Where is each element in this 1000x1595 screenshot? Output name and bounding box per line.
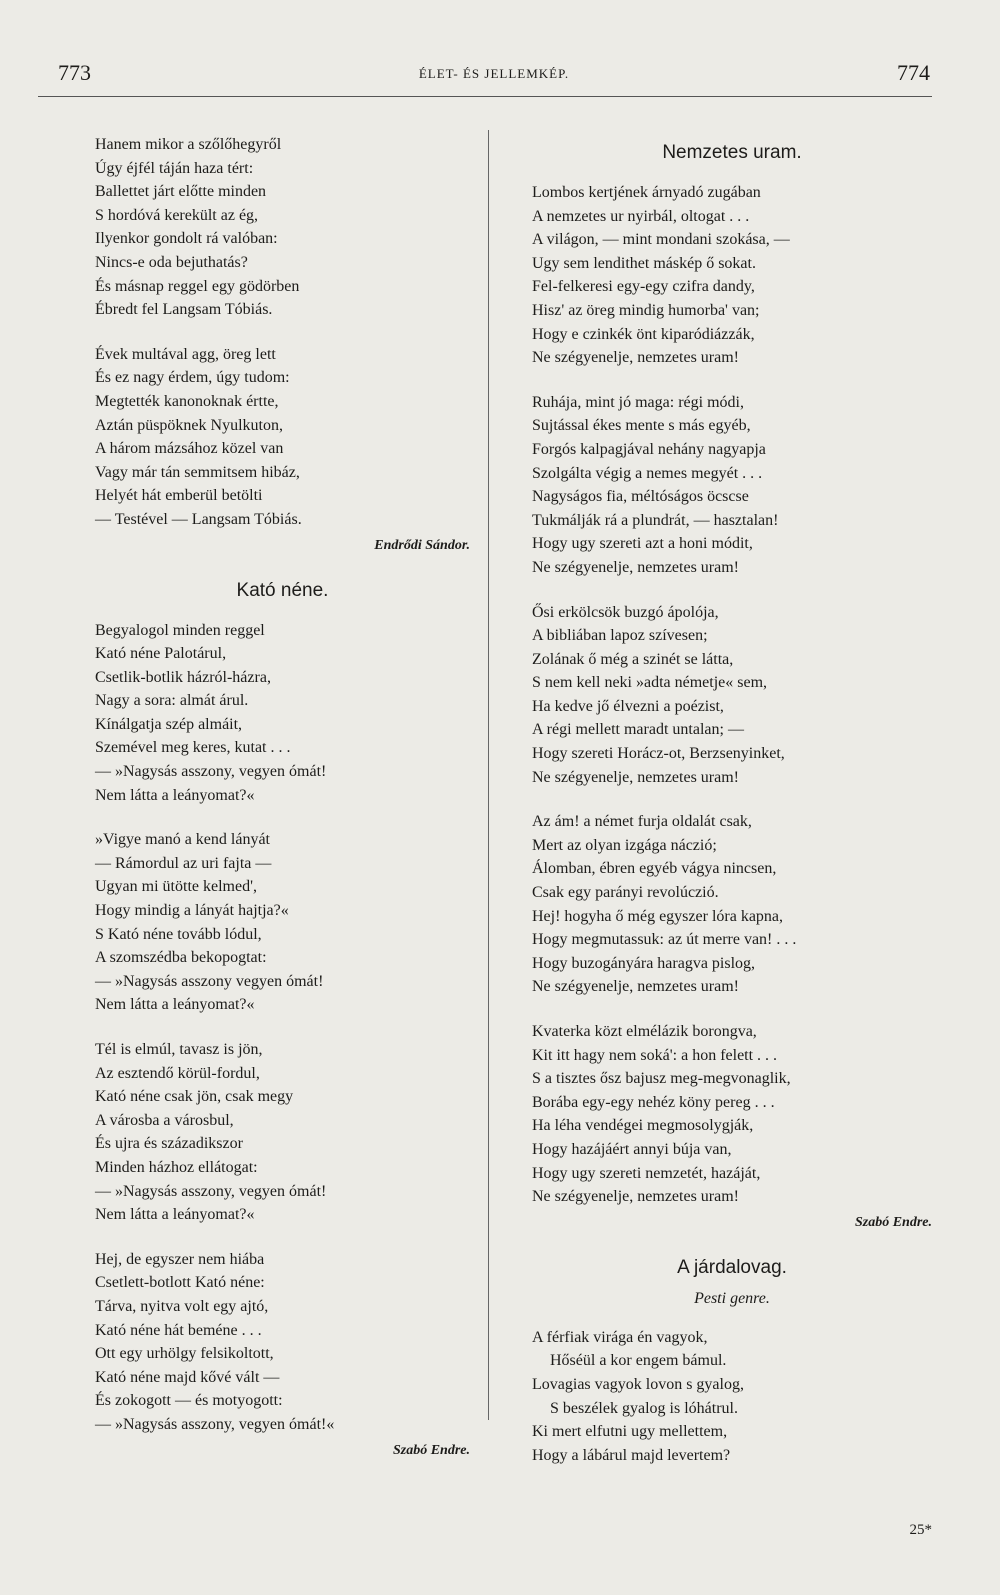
verse-line: Álomban, ébren egyéb vágya nincsen, — [532, 860, 777, 878]
verse-line: Hej, de egyszer nem hiába — [95, 1250, 265, 1268]
stanza — [532, 391, 932, 580]
stanza-group — [95, 619, 470, 1437]
verse-line: Begyalogol minden reggel — [95, 621, 265, 639]
verse-line: A férfiak virága én vagyok, — [532, 1328, 708, 1346]
verse-line: S Kató néne tovább lódul, — [95, 925, 262, 943]
header-rule — [38, 96, 932, 97]
verse-line: Ha léha vendégei megmosolygják, — [532, 1117, 754, 1135]
verse-line: Hőséül a kor engem bámul. — [550, 1352, 727, 1370]
verse-line: Sujtással ékes mente s más egyéb, — [532, 417, 751, 435]
verse-line: — »Nagysás asszony, vegyen ómát!« — [95, 1415, 335, 1433]
verse-line: Nagy a sora: almát árul. — [95, 692, 249, 710]
verse-line: Hogy e czinkék önt kiparódiázzák, — [532, 325, 755, 343]
poem-subtitle: Pesti genre. — [694, 1289, 770, 1307]
verse-line: Megtették kanonoknak értte, — [95, 392, 279, 410]
verse-line: Ne szégyenelje, nemzetes uram! — [532, 349, 740, 367]
verse-line: Mert az olyan izgága náczió; — [532, 836, 717, 854]
verse-line: Zolának ő még a szinét se látta, — [532, 650, 734, 668]
verse-line: — »Nagysás asszony, vegyen ómát! — [95, 763, 327, 781]
verse-line: Kató néne hát beméne . . . — [95, 1321, 262, 1339]
verse-line: Csetlett-botlott Kató néne: — [95, 1274, 265, 1292]
verse-line: Tárva, nyitva volt egy ajtó, — [95, 1297, 269, 1315]
verse-line: A három mázsához közel van — [95, 440, 284, 458]
poem-title: Nemzetes uram. — [662, 142, 802, 163]
verse-line: Hisz' az öreg mindig humorba' van; — [532, 301, 760, 319]
poem-author: Endrődi Sándor. — [374, 537, 470, 553]
verse-line: Tél is elmúl, tavasz is jön, — [95, 1041, 263, 1058]
verse-line: Kit itt hagy nem soká': a hon felett . . . — [532, 1046, 778, 1064]
poem-title: A járdalovag. — [677, 1256, 787, 1278]
verse-line: Csetlik-botlik házról-házra, — [95, 668, 271, 686]
verse-line: Hogy szereti Horácz-ot, Berzsenyinket, — [532, 745, 785, 763]
verse-line: Borába egy-egy nehéz köny pereg . . . — [532, 1093, 775, 1111]
poem-nemzetes-uram — [532, 141, 932, 1234]
verse-line: Az ám! a német furja oldalát csak, — [532, 813, 752, 831]
verse-line: Hogy ugy szereti azt a honi módit, — [532, 535, 753, 553]
verse-line: A bibliában lapoz szívesen; — [532, 627, 708, 645]
verse-line: Fel-felkeresi egy-egy czifra dandy, — [532, 278, 755, 296]
poem-langsam-tobias — [95, 133, 470, 557]
running-title: ÉLET- ÉS JELLEMKÉP. — [418, 66, 570, 81]
verse-line: Ott egy urhölgy felsikoltott, — [95, 1345, 274, 1363]
poem-jardalovag — [532, 1256, 932, 1468]
stanza — [532, 601, 932, 790]
verse-line: Tukmálják rá a plundrát, — hasztalan! — [532, 511, 779, 529]
verse-line: Ha kedve jő élvezni a poézist, — [532, 697, 724, 715]
stanza — [532, 1020, 932, 1209]
column-divider — [488, 130, 489, 1420]
verse-line: És ez nagy érdem, úgy tudom: — [95, 369, 290, 387]
verse-line: Hogy a lábárul majd levertem? — [532, 1446, 731, 1464]
verse-line: És másnap reggel egy gödörben — [95, 277, 300, 295]
verse-line: A városba a városbul, — [95, 1111, 234, 1129]
verse-line: »Vigye manó a kend lányát — [95, 831, 270, 849]
verse-line: S hordóvá kerekült az ég, — [95, 206, 259, 224]
verse-line: — »Nagysás asszony vegyen ómát! — [95, 972, 324, 990]
verse-line: Vagy már tán semmitsem hibáz, — [95, 463, 300, 481]
verse-line: — Rámordul az uri fajta — — [95, 854, 272, 872]
verse-line: Hogy buzogányára haragva pislog, — [532, 954, 756, 972]
verse-line: Ilyenkor gondolt rá valóban: — [95, 230, 278, 248]
stanza — [532, 810, 932, 999]
verse-line: A nemzetes ur nyirbál, oltogat . . . — [532, 207, 750, 225]
verse-line: Szolgálta végig a nemes megyét . . . — [532, 464, 763, 482]
sheet-mark: 25* — [909, 1522, 932, 1538]
verse-line: Ki mert elfutni ugy mellettem, — [532, 1423, 728, 1441]
poem-kato-nene — [95, 579, 470, 1462]
page-header — [58, 60, 930, 90]
verse-line: Hogy ugy szereti nemzetét, hazáját, — [532, 1164, 761, 1182]
verse-line: Ugy sem lendithet máskép ő sokat. — [532, 254, 756, 272]
verse-line: — »Nagysás asszony, vegyen ómát! — [95, 1182, 327, 1200]
stanza — [532, 1326, 932, 1468]
poem-author: Szabó Endre. — [392, 1442, 470, 1458]
verse-line: Hej! hogyha ő még egyszer lóra kapna, — [532, 907, 784, 925]
verse-line: S beszélek gyalog is lóhátrul. — [550, 1399, 738, 1417]
poem-title: Kató néne. — [236, 579, 329, 601]
verse-line: Ne szégyenelje, nemzetes uram! — [532, 768, 740, 786]
stanza-group — [532, 181, 932, 1209]
verse-line: Hogy mindig a lányát hajtja?« — [95, 902, 289, 920]
verse-line: Kvaterka közt elmélázik borongva, — [532, 1023, 757, 1040]
right-column — [532, 133, 932, 1488]
verse-line: Nem látta a leányomat?« — [95, 996, 255, 1014]
stanza — [95, 343, 470, 532]
left-page-number: 773 — [58, 60, 91, 85]
verse-line: Ébredt fel Langsam Tóbiás. — [95, 301, 273, 319]
verse-line: Ruhája, mint jó maga: régi módi, — [532, 393, 744, 411]
verse-line: Ne szégyenelje, nemzetes uram! — [532, 978, 740, 996]
poem-author: Szabó Endre. — [854, 1214, 932, 1230]
verse-line: Ne szégyenelje, nemzetes uram! — [532, 558, 740, 576]
verse-line: Kató néne majd kővé vált — — [95, 1368, 280, 1386]
verse-line: Nagyságos fia, méltóságos öcscse — [532, 488, 749, 506]
verse-line: — Testével — Langsam Tóbiás. — [95, 510, 302, 528]
stanza-group — [95, 133, 470, 532]
verse-line: Kínálgatja szép almáit, — [95, 715, 243, 733]
verse-line: Évek multával agg, öreg lett — [95, 345, 276, 363]
verse-line: A világon, — mint mondani szokása, — — [532, 231, 790, 249]
verse-line: A szomszédba bekopogtat: — [95, 949, 267, 967]
verse-line: Ballettet járt előtte minden — [95, 183, 267, 201]
verse-line: Ősi erkölcsök buzgó ápolója, — [532, 603, 719, 621]
verse-line: És ujra és századikszor — [95, 1135, 243, 1153]
stanza — [95, 1038, 470, 1227]
verse-line: Hogy megmutassuk: az út merre van! . . . — [532, 931, 797, 949]
verse-line: Az esztendő körül-fordul, — [95, 1064, 260, 1082]
verse-line: Helyét hát emberül betölti — [95, 487, 263, 505]
verse-line: Kató néne csak jön, csak megy — [95, 1088, 294, 1106]
verse-line: Nincs-e oda bejuthatás? — [95, 253, 248, 271]
verse-line: Aztán püspöknek Nyulkuton, — [95, 416, 283, 434]
verse-line: Hogy hazájáért annyi búja van, — [532, 1140, 732, 1158]
stanza — [532, 181, 932, 370]
verse-line: Nem látta a leányomat?« — [95, 1206, 255, 1224]
verse-line: Ugyan mi ütötte kelmed', — [95, 878, 257, 896]
stanza — [95, 619, 470, 808]
verse-line: És zokogott — és motyogott: — [95, 1392, 283, 1410]
stanza — [95, 1248, 470, 1437]
verse-line: Szemével meg keres, kutat . . . — [95, 739, 291, 757]
right-page-number: 774 — [897, 60, 930, 85]
verse-line: A régi mellett maradt untalan; — — [532, 721, 744, 739]
verse-line: S nem kell neki »adta németje« sem, — [532, 674, 768, 692]
verse-line: S a tisztes ősz bajusz meg-megvonaglik, — [532, 1070, 791, 1088]
stanza — [95, 133, 470, 322]
verse-line: Kató néne Palotárul, — [95, 645, 227, 663]
verse-line: Lombos kertjének árnyadó zugában — [532, 184, 761, 201]
verse-line: Csak egy parányi revolúczió. — [532, 884, 719, 902]
verse-line: Nem látta a leányomat?« — [95, 786, 255, 804]
verse-line: Úgy éjfél táján haza tért: — [95, 159, 254, 177]
verse-line: Hanem mikor a szőlőhegyről — [95, 136, 282, 153]
verse-line: Lovagias vagyok lovon s gyalog, — [532, 1375, 744, 1393]
verse-line: Minden házhoz ellátogat: — [95, 1158, 258, 1176]
left-column — [95, 133, 470, 1484]
verse-line: Ne szégyenelje, nemzetes uram! — [532, 1188, 740, 1206]
stanza — [95, 828, 470, 1017]
verse-line: Forgós kalpagjával nehány nagyapja — [532, 440, 766, 458]
